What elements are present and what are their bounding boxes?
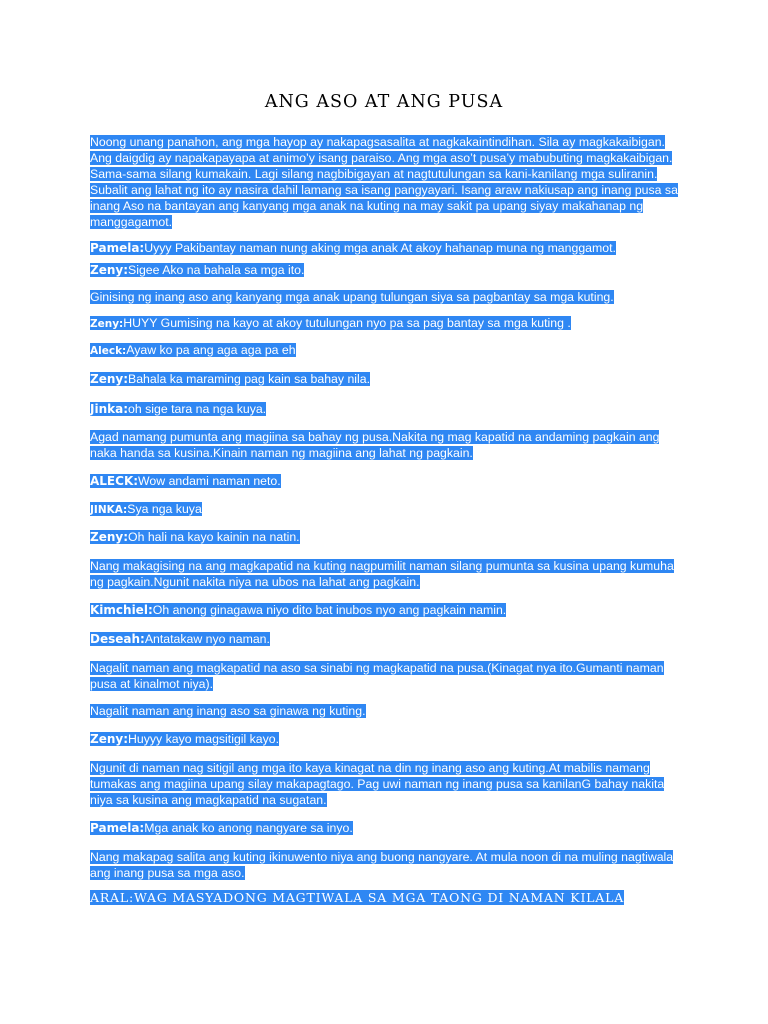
dialogue-line (90, 631, 270, 647)
lesson-text: ARAL:WAG MASYADONG MAGTIWALA SA MGA TAONG DI NAMAN KILALA (90, 890, 625, 905)
narration-paragraph (90, 429, 680, 461)
narration-line (90, 289, 614, 305)
dialogue-line (90, 820, 353, 836)
line-text: Huyyy kayo magsitigil kayo. (128, 732, 280, 746)
speaker-name: Pamela: (90, 241, 145, 255)
speaker-name: Zeny: (90, 372, 129, 386)
speaker-name: ALECK: (90, 474, 139, 488)
speaker-name: Kimchiel: (90, 603, 153, 617)
speaker-name: Zeny: (90, 732, 129, 746)
narration-line (90, 703, 366, 719)
line-text: Ngunit di naman nag sitigil ang mga ito kaya kinagat na din ng inang aso ang kuting.At mabilis namang tumakas ang magiina upang silay makapagtago. Pag uwi naman ng inang pusa sa kanilanG bahay nakita niya sa kusina ang magkapatid na sugatan. (90, 761, 665, 807)
line-text: oh sige tara na nga kuya. (128, 402, 267, 416)
document-title: ANG ASO AT ANG PUSA (264, 92, 504, 112)
line-text: Antatakaw nyo naman. (144, 632, 270, 646)
line-text: Nang makapag salita ang kuting ikinuwento niya ang buong nangyare. At mula noon di na muling nagtiwala ang inang pusa sa mga aso. (90, 850, 674, 880)
line-text: Nagalit naman ang inang aso sa ginawa ng kuting. (90, 704, 366, 718)
dialogue-line (90, 473, 281, 489)
line-text: HUYY Gumising na kayo at akoy tutulungan nyo pa sa pag bantay sa mga kuting . (123, 316, 571, 330)
line-text: Oh anong ginagawa niyo dito bat inubos nyo ang pagkain namin. (152, 603, 507, 617)
narration-paragraph (90, 760, 680, 808)
dialogue-line (90, 315, 571, 332)
speaker-name: Zeny: (90, 263, 129, 277)
line-text: Bahala ka maraming pag kain sa bahay nila. (128, 372, 371, 386)
dialogue-line (90, 342, 296, 359)
speaker-name: JINKA: (90, 504, 128, 516)
dialogue-line (90, 240, 616, 256)
line-text: Wow andami naman neto. (138, 474, 281, 488)
speaker-name: Jinka: (90, 402, 128, 416)
speaker-name: Aleck: (90, 345, 127, 357)
speaker-name: Zeny: (90, 530, 129, 544)
line-text: Nang makagising na ang magkapatid na kuting nagpumilit naman silang pumunta sa kusina upang kumuha ng pagkain.Ngunit nakita niya na ubos na lahat ang pagkain. (90, 559, 674, 589)
line-text: Oh hali na kayo kainin na natin. (128, 530, 300, 544)
speaker-name: Pamela: (90, 821, 145, 835)
speaker-name: Deseah: (90, 632, 145, 646)
dialogue-line (90, 371, 370, 387)
dialogue-line (90, 602, 506, 618)
dialogue-line (90, 529, 300, 545)
dialogue-line (90, 501, 202, 518)
narration-paragraph (90, 660, 680, 692)
speaker-name: Zeny: (90, 318, 124, 330)
line-text: Agad namang pumunta ang magiina sa bahay ng pusa.Nakita ng mag kapatid na andaming pagkain ang naka handa sa kusina.Kinain naman ng magiina ang lahat ng pagkain. (90, 430, 660, 460)
line-text: Ginising ng inang aso ang kanyang mga anak upang tulungan siya sa pagbantay sa mga kuting. (90, 290, 614, 304)
line-text: Nagalit naman ang magkapatid na aso sa sinabi ng magkapatid na pusa.(Kinagat nya ito.Gumanti naman pusa at kinalmot niya). (90, 661, 664, 691)
dialogue-line (90, 401, 266, 417)
dialogue-line (90, 262, 304, 278)
intro-paragraph (90, 134, 680, 230)
narration-paragraph (90, 558, 680, 590)
line-text: Sigee Ako na bahala sa mga ito. (128, 263, 305, 277)
lesson-line (90, 889, 624, 906)
intro-text: Noong unang panahon, ang mga hayop ay nakapagsasalita at nagkakaintindihan. Sila ay magkakaibigan. Ang daigdig ay napakapayapa at animo’y isang paraiso. Ang mga aso’t pusa’y mabubuting magkakaibigan. Sama-sama silang kumakain. Lagi silang nagbibigayan at nagtutulungan sa kani-kanilang mga suliranin. Subalit ang lahat ng ito ay nasira dahil lamang sa isang pangyayari. Isang araw nakiusap ang inang pusa sa inang Aso na bantayan ang kanyang mga anak na kuting na may sakit pa upang siyay makahanap ng manggagamot. (90, 135, 678, 229)
line-text: Sya nga kuya (127, 502, 202, 516)
dialogue-line (90, 731, 279, 747)
line-text: Ayaw ko pa ang aga aga pa eh (126, 343, 296, 357)
line-text: Mga anak ko anong nangyare sa inyo. (144, 821, 353, 835)
narration-paragraph (90, 849, 680, 881)
line-text: Uyyy Pakibantay naman nung aking mga anak At akoy hahanap muna ng manggamot. (144, 241, 616, 255)
